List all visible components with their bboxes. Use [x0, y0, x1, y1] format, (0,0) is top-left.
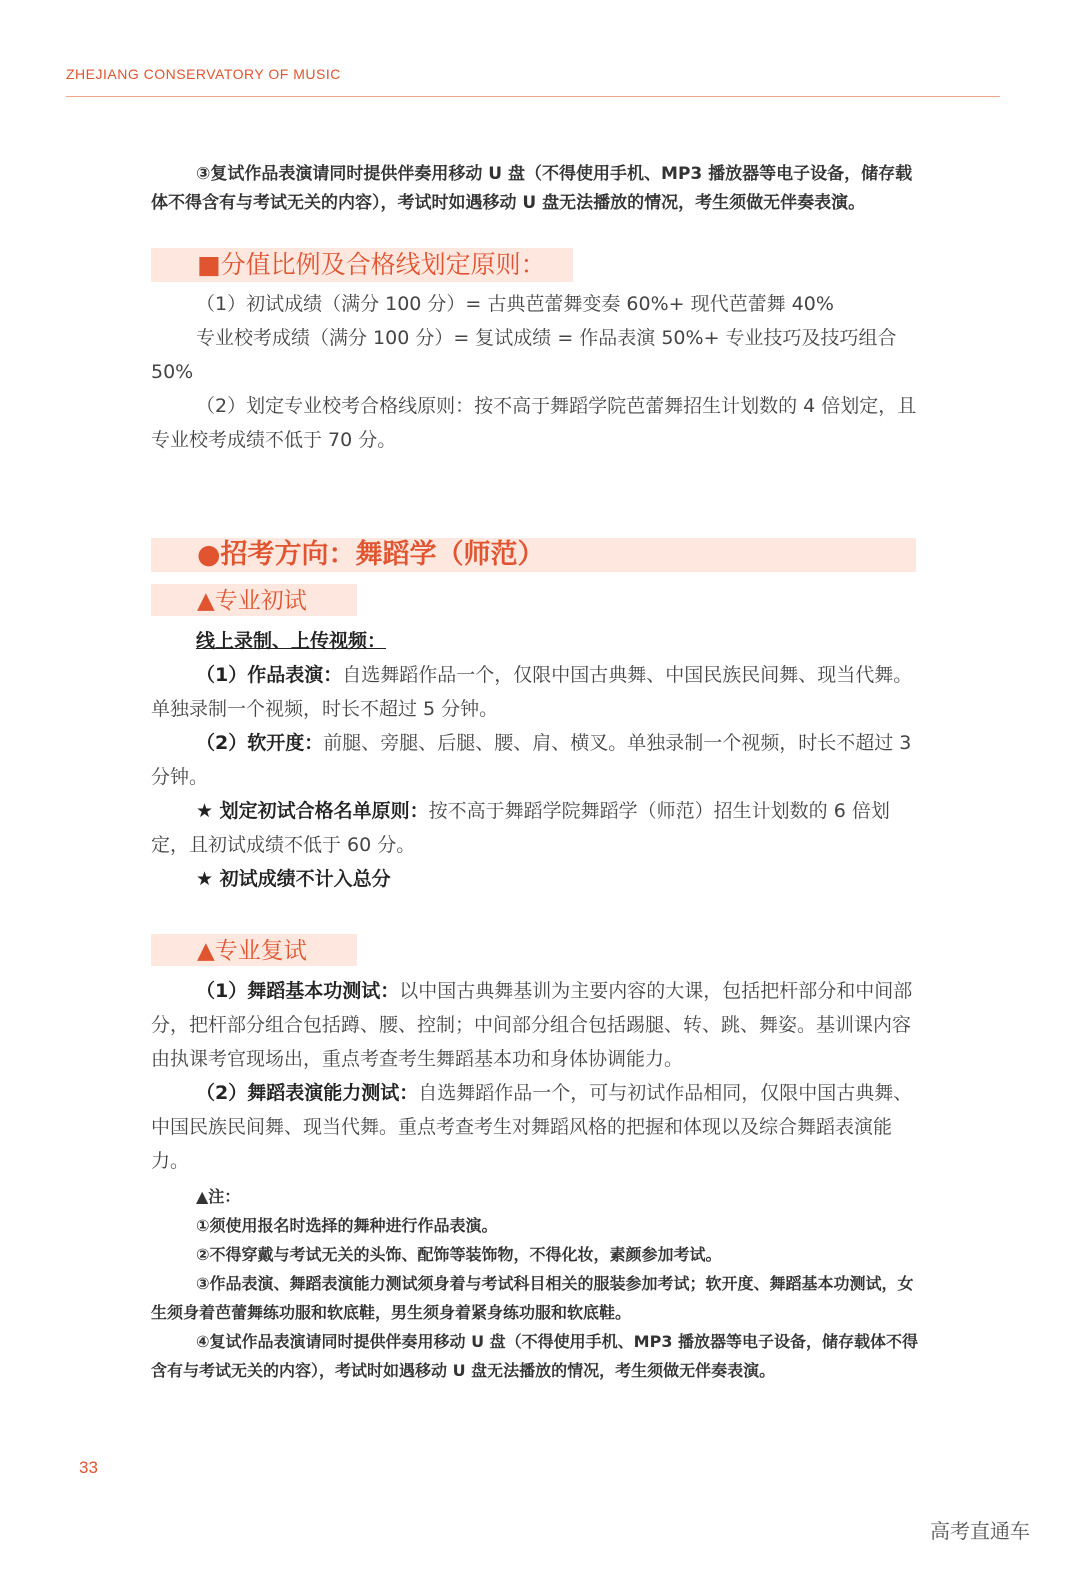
- retest-item-1-text: 以中国古典舞基训为主要内容的大课，包括把杆部分和中间部分，把杆部分组合包括蹲、腰、控制；中间部分组合包括踢腿、转、跳、舞姿。基训课内容由执课考官现场出，重点考查考生舞蹈基本功和身体协调能力。: [151, 980, 913, 1070]
- prelim-subheading: [151, 624, 921, 658]
- scoring-line-2: 专业校考成绩（满分 100 分）= 复试成绩 = 作品表演 50%+ 专业技巧及技巧组合 50%: [151, 327, 897, 383]
- scoring-heading: ■分值比例及合格线划定原则：: [151, 248, 573, 282]
- page-number: 33: [79, 1458, 98, 1477]
- retest-item-2-label: （2）舞蹈表演能力测试：: [196, 1082, 419, 1104]
- prelim-star-2: ★ 初试成绩不计入总分: [196, 868, 391, 890]
- prelim-item-1-text: 自选舞蹈作品一个，仅限中国古典舞、中国民族民间舞、现当代舞。单独录制一个视频，时长不超过 5 分钟。: [151, 664, 913, 720]
- header-divider: [66, 96, 1000, 97]
- note-4: ④复试作品表演请同时提供伴奏用移动 U 盘（不得使用手机、MP3 播放器等电子设备，储存载体不得含有与考试无关的内容），考试时如遇移动 U 盘无法播放的情况，考生须做无伴奏表演。: [151, 1332, 919, 1380]
- retest-item-2: [151, 1076, 921, 1178]
- prelim-subheading-text: 线上录制、上传视频：: [196, 630, 387, 652]
- prelim-item-1-label: （1）作品表演：: [196, 664, 343, 686]
- prelim-block: [151, 624, 921, 896]
- retest-heading: ▲专业复试: [151, 934, 357, 966]
- notes-title: ▲注：: [196, 1187, 241, 1206]
- prelim-star-1-text: 按不高于舞蹈学院舞蹈学（师范）招生计划数的 6 倍划定，且初试成绩不低于 60 分。: [151, 800, 890, 856]
- retest-item-1-label: （1）舞蹈基本功测试：: [196, 980, 400, 1002]
- top-note-3: ③复试作品表演请同时提供伴奏用移动 U 盘（不得使用手机、MP3 播放器等电子设备，储存载体不得含有与考试无关的内容），考试时如遇移动 U 盘无法播放的情况，考生须做无伴奏表演。: [151, 164, 913, 213]
- prelim-star-1: [151, 794, 921, 862]
- prelim-item-2: [151, 726, 921, 794]
- retest-block: [151, 974, 921, 1178]
- watermark: 高考直通车: [930, 1519, 1030, 1543]
- prelim-star-1-label: ★ 划定初试合格名单原则：: [196, 800, 429, 822]
- prelim-item-1: [151, 658, 921, 726]
- retest-item-1: [151, 974, 921, 1076]
- top-note-block: [151, 160, 921, 218]
- header-title: ZHEJIANG CONSERVATORY OF MUSIC: [66, 66, 341, 82]
- scoring-line-3: （2）划定专业校考合格线原则：按不高于舞蹈学院芭蕾舞招生计划数的 4 倍划定，且专业校考成绩不低于 70 分。: [151, 395, 917, 451]
- note-2: ②不得穿戴与考试无关的头饰、配饰等装饰物，不得化妆，素颜参加考试。: [196, 1245, 722, 1264]
- scoring-line-1: （1）初试成绩（满分 100 分）= 古典芭蕾舞变奏 60%+ 现代芭蕾舞 40%: [196, 293, 834, 315]
- note-3: ③作品表演、舞蹈表演能力测试须身着与考试科目相关的服装参加考试；软开度、舞蹈基本功测试，女生须身着芭蕾舞练功服和软底鞋，男生须身着紧身练功服和软底鞋。: [151, 1274, 914, 1322]
- notes-block: [151, 1182, 921, 1385]
- note-1: ①须使用报名时选择的舞种进行作品表演。: [196, 1216, 498, 1235]
- prelim-item-2-text: 前腿、旁腿、后腿、腰、肩、横叉。单独录制一个视频，时长不超过 3 分钟。: [151, 732, 912, 788]
- scoring-block: [151, 287, 921, 457]
- retest-item-2-text: 自选舞蹈作品一个，可与初试作品相同，仅限中国古典舞、中国民族民间舞、现当代舞。重点考查考生对舞蹈风格的把握和体现以及综合舞蹈表演能力。: [151, 1082, 913, 1172]
- direction-heading: ●招考方向：舞蹈学（师范）: [151, 538, 916, 572]
- prelim-heading: ▲专业初试: [151, 584, 357, 616]
- prelim-item-2-label: （2）软开度：: [196, 732, 324, 754]
